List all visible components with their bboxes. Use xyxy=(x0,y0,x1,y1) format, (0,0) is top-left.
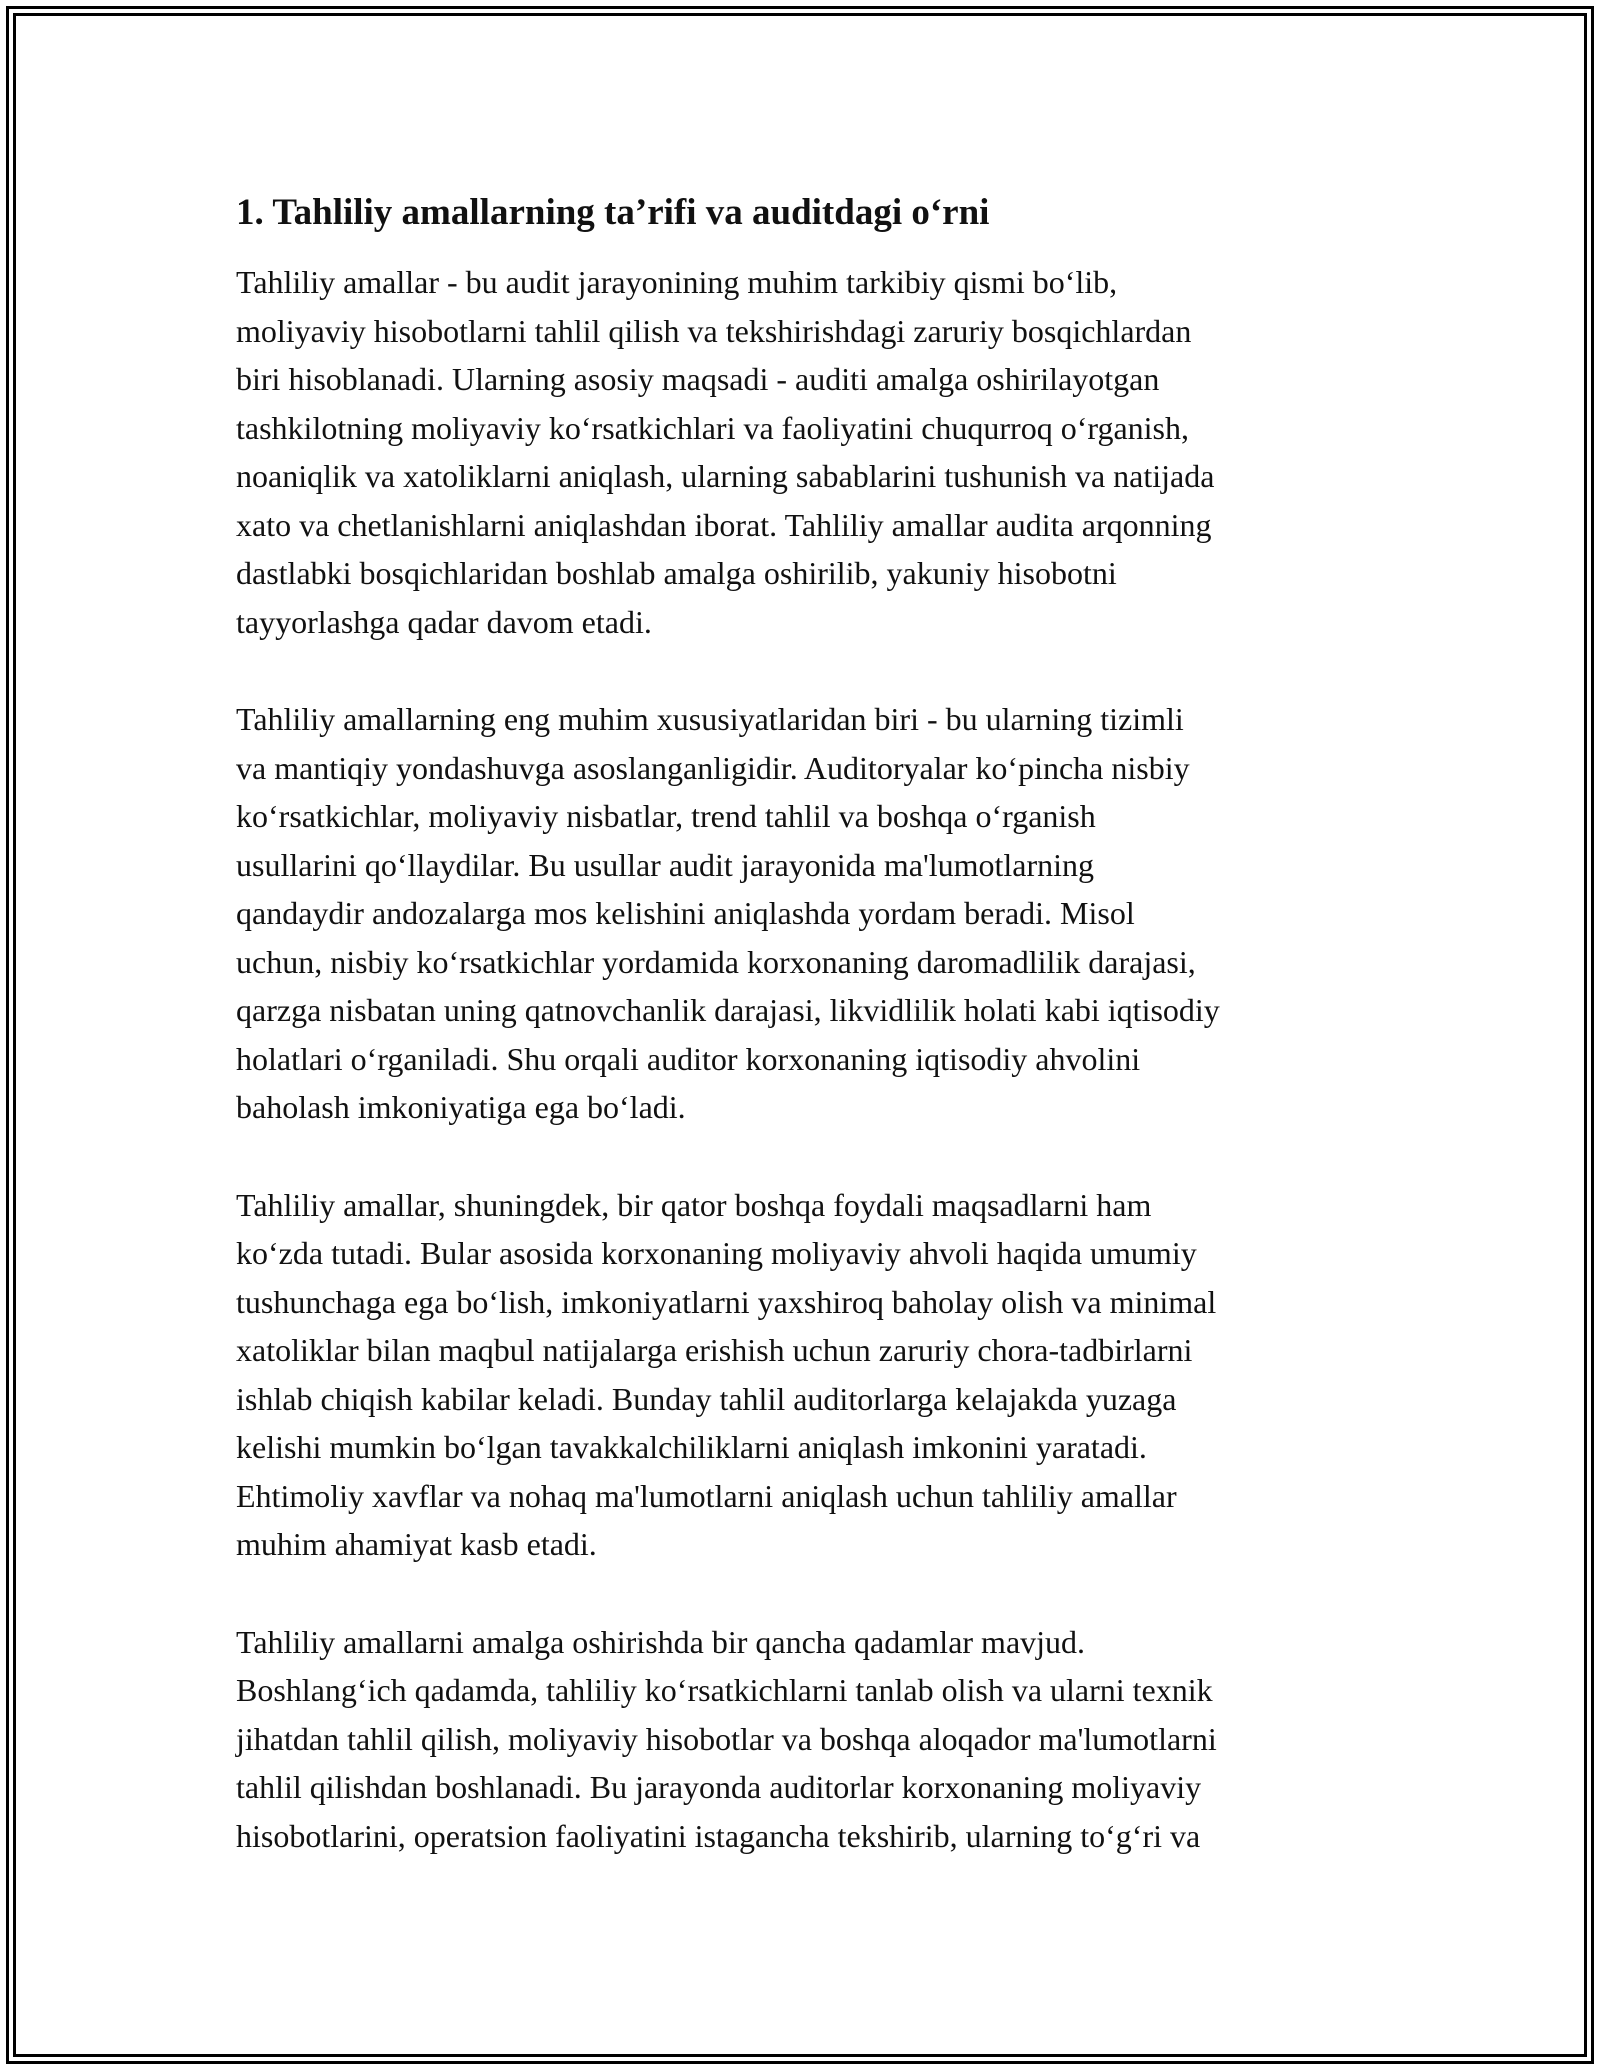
paragraph-line: tahlil qilishdan boshlanadi. Bu jarayonda auditorlar korxonaning moliyaviy xyxy=(236,1769,1202,1805)
paragraph-line: muhim ahamiyat kasb etadi. xyxy=(236,1526,597,1562)
paragraph-line: Tahliliy amallar - bu audit jarayonining muhim tarkibiy qismi bo‘lib, xyxy=(236,264,1118,300)
paragraph-line: ishlab chiqish kabilar keladi. Bunday tahlil auditorlarga kelajakda yuzaga xyxy=(236,1380,1177,1417)
paragraph xyxy=(236,1181,1376,1569)
paragraph-line: Tahliliy amallarni amalga oshirishda bir qancha qadamlar mavjud. xyxy=(236,1623,1086,1660)
paragraph-line: kelishi mumkin bo‘lgan tavakkalchiliklarni aniqlash imkonini yaratadi. xyxy=(236,1429,1147,1465)
paragraph-line: Boshlang‘ich qadamda, tahliliy ko‘rsatkichlarni tanlab olish va ularni texnik xyxy=(236,1672,1213,1708)
paragraph-line: Ehtimoliy xavflar va nohaq ma'lumotlarni aniqlash uchun tahliliy amallar xyxy=(236,1477,1177,1514)
paragraph xyxy=(236,1618,1376,1861)
paragraph-line: baholash imkoniyatiga ega bo‘ladi. xyxy=(236,1089,686,1125)
paragraph-line: usullarini qo‘llaydilar. Bu usullar audit jarayonida ma'lumotlarning xyxy=(236,846,1095,883)
paragraph-line: qarzga nisbatan uning qatnovchanlik darajasi, likvidlilik holati kabi iqtisodiy xyxy=(236,992,1220,1028)
paragraph-line: ko‘zda tutadi. Bular asosida korxonaning moliyaviy ahvoli haqida umumiy xyxy=(236,1235,1197,1271)
paragraph-list xyxy=(236,258,1376,1860)
paragraph-line: Tahliliy amallar, shuningdek, bir qator boshqa foydali maqsadlarni ham xyxy=(236,1186,1152,1223)
paragraph-line: xato va chetlanishlarni aniqlashdan iborat. Tahliliy amallar audita arqonning xyxy=(236,506,1212,543)
paragraph xyxy=(236,695,1376,1132)
paragraph-line: va mantiqiy yondashuvga asoslanganligidir. Auditoryalar ko‘pincha nisbiy xyxy=(236,749,1190,786)
paragraph-line: tashkilotning moliyaviy ko‘rsatkichlari va faoliyatini chuqurroq o‘rganish, xyxy=(236,409,1189,446)
paragraph-line: moliyaviy hisobotlarni tahlil qilish va tekshirishdagi zaruriy bosqichlardan xyxy=(236,312,1192,349)
paragraph-line: qandaydir andozalarga mos kelishini aniqlashda yordam beradi. Misol xyxy=(236,895,1135,931)
paragraph-line: jihatdan tahlil qilish, moliyaviy hisobotlar va boshqa aloqador ma'lumotlarni xyxy=(236,1720,1217,1757)
paragraph-line: dastlabki bosqichlaridan boshlab amalga oshirilib, yakuniy hisobotni xyxy=(236,555,1117,591)
section-heading: 1. Tahliliy amallarning ta’rifi va auditdagi o‘rni xyxy=(236,192,990,233)
paragraph-line: noaniqlik va xatoliklarni aniqlash, ularning sabablarini tushunish va natijada xyxy=(236,458,1215,494)
paragraph xyxy=(236,258,1376,646)
document-body xyxy=(236,184,1376,1909)
paragraph-line: uchun, nisbiy ko‘rsatkichlar yordamida korxonaning daromadlilik darajasi, xyxy=(236,943,1196,980)
paragraph-line: biri hisoblanadi. Ularning asosiy maqsadi - auditi amalga oshirilayotgan xyxy=(236,361,1160,397)
paragraph-line: tayyorlashga qadar davom etadi. xyxy=(236,603,652,640)
paragraph-line: hisobotlarini, operatsion faoliyatini istagancha tekshirib, ularning to‘g‘ri va xyxy=(236,1817,1201,1854)
paragraph-line: holatlari o‘rganiladi. Shu orqali auditor korxonaning iqtisodiy ahvolini xyxy=(236,1040,1141,1077)
paragraph-line: ko‘rsatkichlar, moliyaviy nisbatlar, trend tahlil va boshqa o‘rganish xyxy=(236,798,1096,834)
paragraph-line: tushunchaga ega bo‘lish, imkoniyatlarni yaxshiroq baholay olish va minimal xyxy=(236,1283,1217,1320)
paragraph-line: xatoliklar bilan maqbul natijalarga erishish uchun zaruriy chora-tadbirlarni xyxy=(236,1332,1193,1368)
paragraph-line: Tahliliy amallarning eng muhim xususiyatlaridan biri - bu ularning tizimli xyxy=(236,701,1184,737)
